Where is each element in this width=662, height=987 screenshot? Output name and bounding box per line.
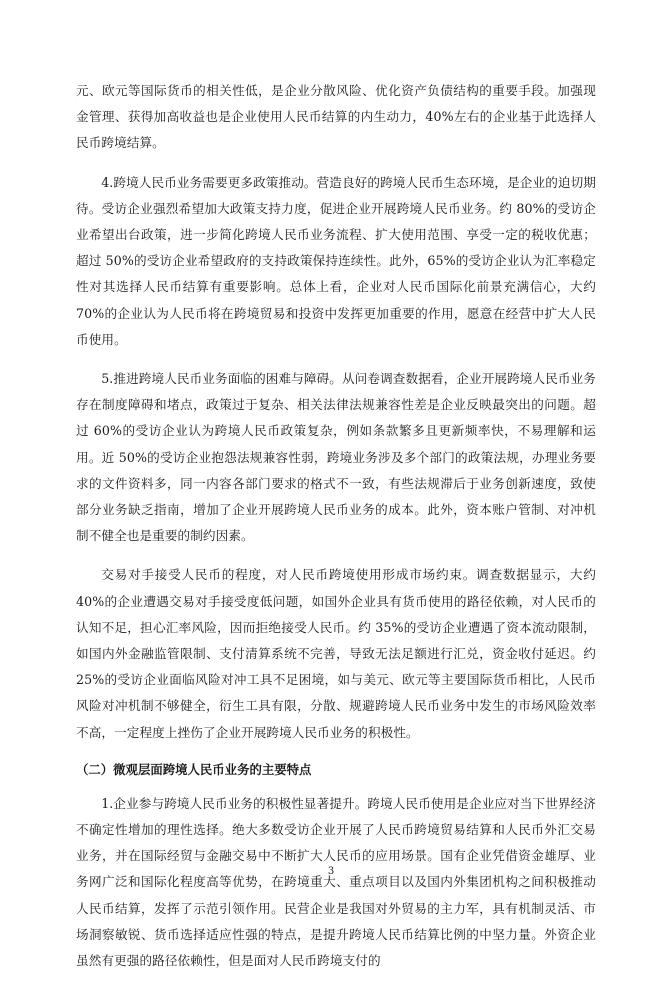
paragraph-policy-support: 4.跨境人民币业务需要更多政策推动。营造良好的跨境人民币生态环境，是企业的迫切期待。受访企业强烈希望加大政策支持力度，促进企业开展跨境人民币业务。约 80%的受访企业希望出台政策，进一步简化跨境人民币业务流程、扩大使用范围、享受一定的税收优惠；超过 50%的受访企业希望政府的支持政策保持连续性。此外，65%的受访企业认为汇率稳定性对其选择人民币结算有重要影响。总体上看，企业对人民币国际化前景充满信心，大约 70%的企业认为人民币将在跨境贸易和投资中发挥更加重要的作用，愿意在经营中扩大人民币使用。 (76, 174, 596, 347)
page-number: 3 (327, 866, 335, 877)
document-body (76, 78, 596, 987)
paragraph-difficulties: 5.推进跨境人民币业务面临的困难与障碍。从问卷调查数据看，企业开展跨境人民币业务存在制度障碍和堵点，政策过于复杂、相关法律法规兼容性差是企业反映最突出的问题。超过 60%的受访企业认为跨境人民币政策复杂，例如条款繁多且更新频率快，不易理解和运用。近 50%的受访企业抱怨法规兼容性弱，跨境业务涉及多个部门的政策法规，办理业务要求的文件资料多，同一内容各部门要求的格式不一致，有些法规滞后于业务创新速度，致使部分业务缺乏指南，增加了企业开展跨境人民币业务的成本。此外，资本账户管制、对冲机制不健全也是重要的制约因素。 (76, 371, 596, 544)
paragraph-enterprise-participation: 1.企业参与跨境人民币业务的积极性显著提升。跨境人民币使用是企业应对当下世界经济不确定性增加的理性选择。绝大多数受访企业开展了人民币跨境贸易结算和人民币外汇交易业务，并在国际经贸与金融交易中不断扩大人民币的应用场景。国有企业凭借资金雄厚、业务网广泛和国际化程度高等优势，在跨境重大、重点项目以及国内外集团机构之间积极推动人民币结算，发挥了示范引领作用。民营企业是我国对外贸易的主力军，具有机制灵活、市场洞察敏锐、货币选择适应性强的特点，是提升跨境人民币结算比例的中坚力量。外资企业虽然有更强的路径依赖性，但是面对人民币跨境支付的 (76, 795, 596, 969)
section-heading: （二）微观层面跨境人民币业务的主要特点 (76, 761, 312, 777)
paragraph-counterparty-acceptance: 交易对手接受人民币的程度，对人民币跨境使用形成市场约束。调查数据显示，大约 40%的企业遭遇交易对手接受度低问题，如国外企业具有货币使用的路径依赖，对人民币的认知不足，担心汇率风险，因而拒绝接受人民币。约 35%的受访企业遭遇了资本流动限制，如国内外金融监管限制、支付清算系统不完善，导致无法足额进行汇兑，资金收付延迟。约 25%的受访企业面临风险对冲工具不足困境，如与美元、欧元等主要国际货币相比，人民币风险对冲机制不够健全，衍生工具有限，分散、规避跨境人民币业务中发生的市场风险效率不高，一定程度上挫伤了企业开展跨境人民币业务的积极性。 (76, 567, 596, 740)
paragraph-continuation: 元、欧元等国际货币的相关性低，是企业分散风险、优化资产负债结构的重要手段。加强现金管理、获得加高收益也是企业使用人民币结算的内生动力，40%左右的企业基于此选择人民币跨境结算。 (76, 83, 596, 151)
